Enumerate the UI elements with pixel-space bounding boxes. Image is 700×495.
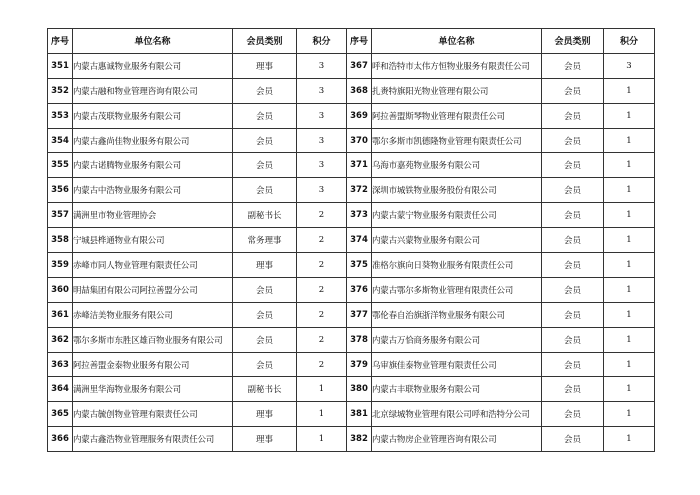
cell-company-name: 乌海市嘉苑物业服务有限公司 — [372, 153, 542, 178]
cell-points: 3 — [297, 178, 347, 203]
table-row — [48, 103, 655, 128]
table-row — [48, 277, 655, 302]
table-header-row — [48, 29, 655, 54]
cell-no: 366 — [48, 427, 73, 452]
cell-member-type: 会员 — [542, 203, 604, 228]
cell-company-name: 乌审旗佳泰物业管理有限责任公司 — [372, 352, 542, 377]
table-row — [48, 402, 655, 427]
cell-no: 382 — [347, 427, 372, 452]
cell-member-type: 理事 — [233, 53, 297, 78]
cell-points: 1 — [604, 377, 655, 402]
col-header-type: 会员类别 — [542, 29, 604, 54]
cell-member-type: 会员 — [542, 277, 604, 302]
table-row — [48, 427, 655, 452]
cell-company-name: 赤峰洁美物业服务有限公司 — [73, 302, 233, 327]
cell-company-name: 阿拉善盟金泰物业服务有限公司 — [73, 352, 233, 377]
cell-no: 370 — [347, 128, 372, 153]
cell-no: 378 — [347, 327, 372, 352]
cell-no: 372 — [347, 178, 372, 203]
cell-points: 1 — [604, 402, 655, 427]
cell-company-name: 内蒙古鄂尔多斯物业管理有限责任公司 — [372, 277, 542, 302]
cell-company-name: 内蒙古物房企业管理咨询有限公司 — [372, 427, 542, 452]
cell-no: 377 — [347, 302, 372, 327]
cell-points: 2 — [297, 277, 347, 302]
col-header-name: 单位名称 — [372, 29, 542, 54]
cell-no: 376 — [347, 277, 372, 302]
cell-member-type: 会员 — [233, 178, 297, 203]
table-row — [48, 78, 655, 103]
cell-company-name: 内蒙古融和物业管理咨询有限公司 — [73, 78, 233, 103]
cell-company-name: 鄂尔多斯市凯德隆物业管理有限责任公司 — [372, 128, 542, 153]
cell-company-name: 满洲里华海物业服务有限公司 — [73, 377, 233, 402]
cell-company-name: 满洲里市物业管理协会 — [73, 203, 233, 228]
cell-points: 1 — [604, 253, 655, 278]
cell-company-name: 鄂伦春自治旗浙洋物业服务有限公司 — [372, 302, 542, 327]
cell-no: 379 — [347, 352, 372, 377]
cell-member-type: 副秘书长 — [233, 203, 297, 228]
cell-no: 354 — [48, 128, 73, 153]
table-row — [48, 128, 655, 153]
cell-company-name: 明喆集团有限公司阿拉善盟分公司 — [73, 277, 233, 302]
cell-member-type: 会员 — [542, 302, 604, 327]
cell-points: 1 — [297, 402, 347, 427]
cell-member-type: 会员 — [233, 103, 297, 128]
cell-no: 380 — [347, 377, 372, 402]
cell-company-name: 北京绿城物业管理有限公司呼和浩特分公司 — [372, 402, 542, 427]
cell-points: 3 — [297, 78, 347, 103]
cell-company-name: 内蒙古中浩物业服务有限公司 — [73, 178, 233, 203]
table-row — [48, 302, 655, 327]
cell-no: 365 — [48, 402, 73, 427]
cell-no: 355 — [48, 153, 73, 178]
cell-member-type: 理事 — [233, 253, 297, 278]
cell-points: 3 — [297, 103, 347, 128]
cell-member-type: 副秘书长 — [233, 377, 297, 402]
table-row — [48, 53, 655, 78]
cell-member-type: 会员 — [233, 352, 297, 377]
cell-no: 352 — [48, 78, 73, 103]
cell-no: 364 — [48, 377, 73, 402]
cell-no: 351 — [48, 53, 73, 78]
cell-member-type: 理事 — [233, 427, 297, 452]
cell-points: 1 — [604, 103, 655, 128]
col-header-no: 序号 — [347, 29, 372, 54]
cell-company-name: 内蒙古兴蒙物业服务有限公司 — [372, 228, 542, 253]
cell-points: 1 — [604, 427, 655, 452]
cell-points: 1 — [604, 178, 655, 203]
cell-points: 1 — [604, 228, 655, 253]
cell-member-type: 会员 — [233, 153, 297, 178]
cell-member-type: 会员 — [542, 228, 604, 253]
col-header-points: 积分 — [297, 29, 347, 54]
cell-member-type: 会员 — [542, 427, 604, 452]
cell-member-type: 会员 — [542, 103, 604, 128]
cell-company-name: 呼和浩特市太伟方恒物业服务有限责任公司 — [372, 53, 542, 78]
cell-company-name: 内蒙古惠诚物业服务有限公司 — [73, 53, 233, 78]
cell-no: 361 — [48, 302, 73, 327]
cell-company-name: 内蒙古丰联物业服务有限公司 — [372, 377, 542, 402]
cell-no: 360 — [48, 277, 73, 302]
cell-member-type: 会员 — [233, 128, 297, 153]
cell-member-type: 会员 — [542, 53, 604, 78]
cell-points: 3 — [297, 153, 347, 178]
cell-company-name: 赤峰市同人物业管理有限责任公司 — [73, 253, 233, 278]
cell-no: 371 — [347, 153, 372, 178]
cell-points: 2 — [297, 203, 347, 228]
cell-no: 375 — [347, 253, 372, 278]
cell-points: 3 — [297, 128, 347, 153]
cell-member-type: 会员 — [542, 128, 604, 153]
cell-company-name: 深圳市城铁物业服务股份有限公司 — [372, 178, 542, 203]
cell-points: 1 — [604, 78, 655, 103]
cell-company-name: 内蒙古毓创物业管理有限责任公司 — [73, 402, 233, 427]
cell-points: 1 — [604, 352, 655, 377]
cell-company-name: 内蒙古鑫浩物业管理服务有限责任公司 — [73, 427, 233, 452]
table-row — [48, 253, 655, 278]
cell-member-type: 会员 — [542, 78, 604, 103]
table-row — [48, 352, 655, 377]
cell-points: 2 — [297, 327, 347, 352]
table-row — [48, 327, 655, 352]
cell-no: 358 — [48, 228, 73, 253]
cell-no: 353 — [48, 103, 73, 128]
col-header-type: 会员类别 — [233, 29, 297, 54]
col-header-points: 积分 — [604, 29, 655, 54]
cell-no: 363 — [48, 352, 73, 377]
cell-no: 369 — [347, 103, 372, 128]
cell-points: 1 — [297, 377, 347, 402]
cell-member-type: 会员 — [233, 277, 297, 302]
cell-member-type: 理事 — [233, 402, 297, 427]
cell-points: 1 — [604, 327, 655, 352]
cell-points: 1 — [604, 153, 655, 178]
cell-points: 2 — [297, 228, 347, 253]
cell-member-type: 会员 — [233, 327, 297, 352]
cell-company-name: 扎赉特旗阳光物业管理有限公司 — [372, 78, 542, 103]
cell-points: 3 — [604, 53, 655, 78]
cell-company-name: 鄂尔多斯市东胜区雄百物业服务有限公司 — [73, 327, 233, 352]
cell-member-type: 会员 — [542, 253, 604, 278]
cell-points: 1 — [604, 203, 655, 228]
cell-no: 357 — [48, 203, 73, 228]
cell-company-name: 内蒙古茂联物业服务有限公司 — [73, 103, 233, 128]
cell-points: 1 — [604, 277, 655, 302]
col-header-no: 序号 — [48, 29, 73, 54]
table-row — [48, 153, 655, 178]
cell-company-name: 内蒙古蒙宁物业服务有限责任公司 — [372, 203, 542, 228]
cell-no: 362 — [48, 327, 73, 352]
table-row — [48, 228, 655, 253]
cell-company-name: 准格尔旗向日葵物业服务有限责任公司 — [372, 253, 542, 278]
cell-member-type: 会员 — [542, 153, 604, 178]
cell-member-type: 常务理事 — [233, 228, 297, 253]
cell-points: 3 — [297, 53, 347, 78]
cell-member-type: 会员 — [542, 178, 604, 203]
cell-company-name: 内蒙古鑫尚佳物业服务有限公司 — [73, 128, 233, 153]
cell-member-type: 会员 — [542, 377, 604, 402]
cell-member-type: 会员 — [233, 302, 297, 327]
cell-no: 374 — [347, 228, 372, 253]
table-row — [48, 178, 655, 203]
cell-points: 2 — [297, 352, 347, 377]
cell-company-name: 内蒙古万恰商务服务有限公司 — [372, 327, 542, 352]
cell-points: 1 — [604, 128, 655, 153]
col-header-name: 单位名称 — [73, 29, 233, 54]
cell-member-type: 会员 — [542, 402, 604, 427]
cell-points: 2 — [297, 253, 347, 278]
cell-member-type: 会员 — [233, 78, 297, 103]
cell-points: 2 — [297, 302, 347, 327]
cell-member-type: 会员 — [542, 352, 604, 377]
member-points-table — [47, 28, 655, 452]
cell-company-name: 宁城县桦通物业有限公司 — [73, 228, 233, 253]
table-row — [48, 203, 655, 228]
cell-company-name: 内蒙古诺腾物业服务有限公司 — [73, 153, 233, 178]
cell-points: 1 — [297, 427, 347, 452]
cell-no: 373 — [347, 203, 372, 228]
cell-no: 368 — [347, 78, 372, 103]
cell-company-name: 阿拉善盟斯琴物业管理有限责任公司 — [372, 103, 542, 128]
cell-no: 356 — [48, 178, 73, 203]
table-row — [48, 377, 655, 402]
cell-member-type: 会员 — [542, 327, 604, 352]
cell-points: 1 — [604, 302, 655, 327]
cell-no: 359 — [48, 253, 73, 278]
cell-no: 381 — [347, 402, 372, 427]
cell-no: 367 — [347, 53, 372, 78]
